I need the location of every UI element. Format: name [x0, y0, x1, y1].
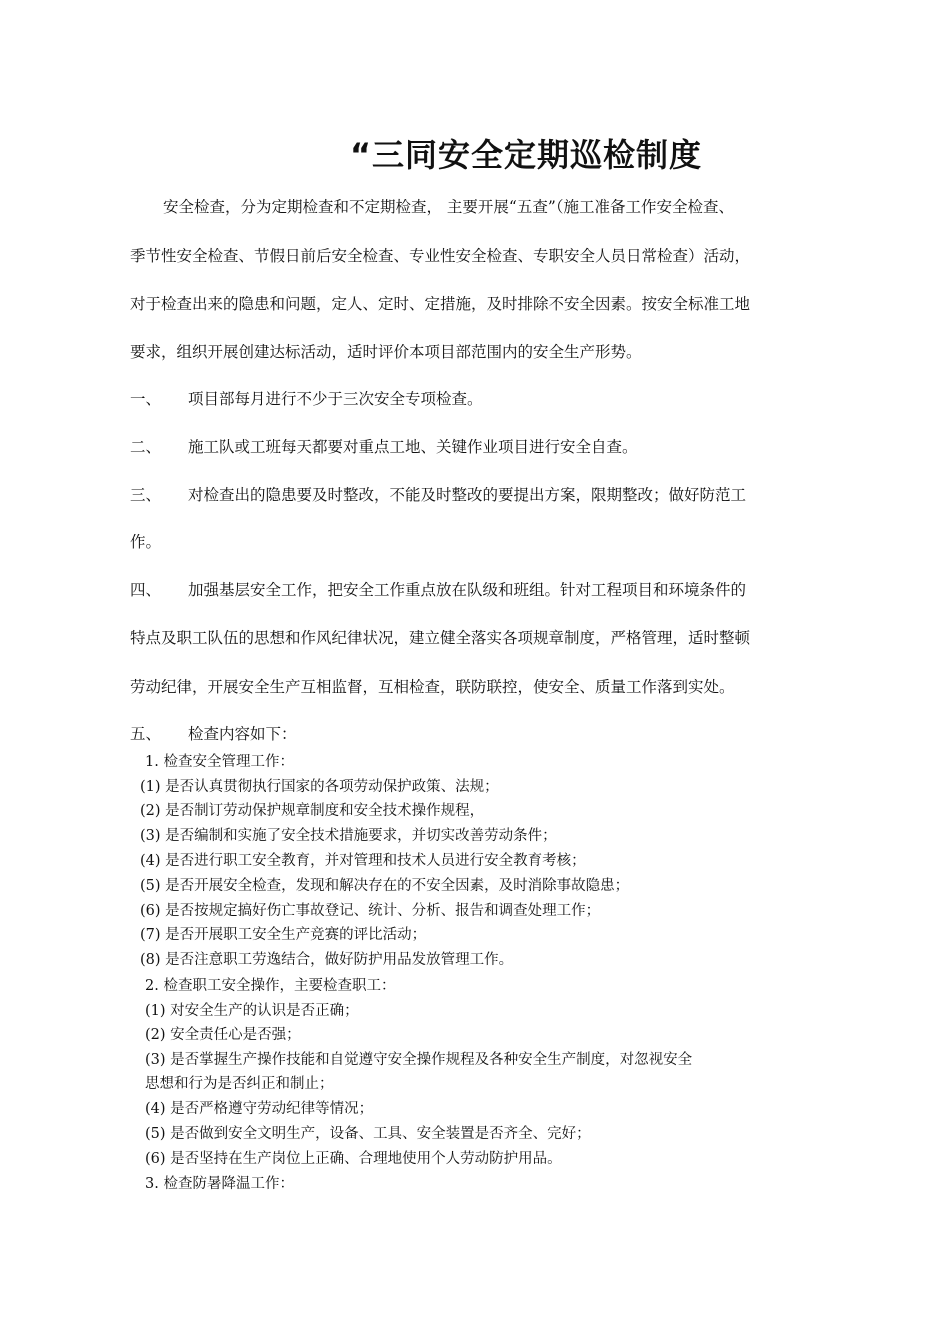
list-item: (4) 是否进行职工安全教育，并对管理和技术人员进行安全教育考核； — [140, 853, 586, 869]
list-item: (5) 是否开展安全检查，发现和解决存在的不安全因素，及时消除事故隐患； — [140, 878, 630, 894]
subsection-heading: 1. 检查安全管理工作： — [145, 754, 294, 770]
section-number: 四、 — [130, 581, 162, 599]
list-item: (3) 是否编制和实施了安全技术措施要求，并切实改善劳动条件； — [140, 828, 557, 844]
section-number: 三、 — [130, 486, 162, 504]
section-number: 一、 — [130, 390, 162, 408]
section-text: 对检查出的隐患要及时整改，不能及时整改的要提出方案，限期整改；做好防范工 — [188, 486, 747, 504]
intro-line: 安全检查，分为定期检查和不定期检查， 主要开展“五查”（施工准备工作安全检查、 — [163, 198, 735, 216]
list-item-continued: 思想和行为是否纠正和制止； — [145, 1076, 334, 1092]
section-text-continued: 作。 — [130, 533, 162, 551]
list-item: (7) 是否开展职工安全生产竞赛的评比活动； — [140, 927, 427, 943]
list-item: (3) 是否掌握生产操作技能和自觉遵守安全操作规程及各种安全生产制度，对忽视安全 — [145, 1052, 693, 1068]
section-text: 施工队或工班每天都要对重点工地、关键作业项目进行安全自查。 — [188, 438, 638, 456]
intro-line: 季节性安全检查、节假日前后安全检查、专业性安全检查、专职安全人员日常检查）活动， — [130, 247, 751, 265]
section-text: 项目部每月进行不少于三次安全专项检查。 — [188, 390, 483, 408]
list-item: (6) 是否按规定搞好伤亡事故登记、统计、分析、报告和调查处理工作； — [140, 903, 601, 919]
list-item: (5) 是否做到安全文明生产，设备、工具、安全装置是否齐全、完好； — [145, 1126, 591, 1142]
subsection-heading: 2. 检查职工安全操作，主要检查职工： — [145, 978, 396, 994]
list-item: (1) 是否认真贯彻执行国家的各项劳动保护政策、法规； — [140, 779, 499, 795]
list-item: (2) 是否制订劳动保护规章制度和安全技术操作规程， — [140, 803, 485, 819]
subsection-heading: 3. 检查防暑降温工作： — [145, 1176, 294, 1192]
list-item: (1) 对安全生产的认识是否正确； — [145, 1003, 359, 1019]
section-text-continued: 劳动纪律，开展安全生产互相监督，互相检查，联防联控，使安全、质量工作落到实处。 — [130, 678, 735, 696]
section-number: 五、 — [130, 725, 162, 743]
document-title: “三同安全定期巡检制度 — [350, 136, 703, 174]
section-text: 检查内容如下： — [188, 725, 297, 743]
intro-line: 对于检查出来的隐患和问题，定人、定时、定措施，及时排除不安全因素。按安全标准工地 — [130, 295, 751, 313]
section-text: 加强基层安全工作，把安全工作重点放在队级和班组。针对工程项目和环境条件的 — [188, 581, 747, 599]
section-text-continued: 特点及职工队伍的思想和作风纪律状况，建立健全落实各项规章制度，严格管理，适时整顿 — [130, 629, 751, 647]
list-item: (8) 是否注意职工劳逸结合，做好防护用品发放管理工作。 — [140, 952, 514, 968]
list-item: (2) 安全责任心是否强； — [145, 1027, 301, 1043]
list-item: (6) 是否坚持在生产岗位上正确、合理地使用个人劳动防护用品。 — [145, 1151, 562, 1167]
intro-line: 要求，组织开展创建达标活动，适时评价本项目部范围内的安全生产形势。 — [130, 343, 642, 361]
list-item: (4) 是否严格遵守劳动纪律等情况； — [145, 1101, 374, 1117]
section-number: 二、 — [130, 438, 162, 456]
